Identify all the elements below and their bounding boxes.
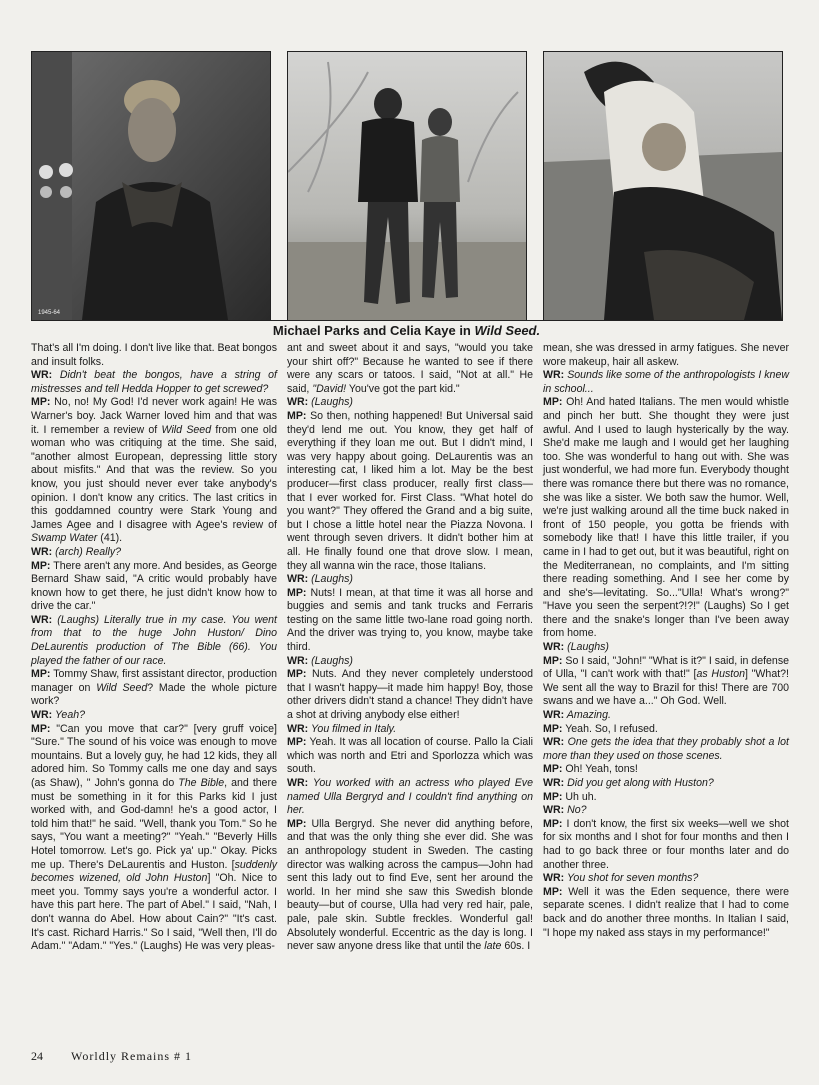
caption-film-title: Wild Seed.: [474, 323, 541, 338]
speaker-label: WR:: [31, 369, 53, 382]
article-column-3: [543, 342, 789, 940]
answer-text: Ulla Bergryd. She never did anything before, and that was the only thing she ever did. She was an anthropology student in Sweden. The casting director was walking across the campus—John had sent this lady out to find Eve, sent her around the world. In her mind she saw this Swedish blonde beauty—but of course, Ulla had very red hair, pale, pale, pale skin. Subtle freckles. Wonderful gal! Absolutely wonderful. Eccentric as the day is long. I never saw anyone dress like that until the: [287, 817, 533, 953]
speaker-label: MP:: [543, 654, 563, 667]
answer-text: Tommy Shaw, first assistant director, production manager on: [31, 668, 277, 694]
interview-answer: [543, 655, 789, 709]
answer-text: No, no! My God! I'd never work again! He was Warner's boy. Jack Warner loved him and that was it. I remember a review of: [31, 396, 277, 436]
italic-text: as Huston: [696, 668, 745, 681]
answer-text: 60s. I: [501, 940, 531, 953]
interview-answer: [287, 736, 533, 777]
interview-answer: [31, 396, 277, 546]
italic-text: Wild Seed: [96, 681, 148, 694]
question-text: (Laughs): [311, 654, 353, 667]
interview-answer: [31, 342, 277, 369]
interview-answer: [31, 560, 277, 614]
question-text: You shot for seven months?: [566, 872, 699, 885]
question-text: (arch) Really?: [55, 545, 122, 558]
interview-answer: [543, 791, 789, 805]
interviewer-question: [31, 709, 277, 723]
question-text: Did you get along with Huston?: [567, 777, 714, 789]
speaker-label: WR:: [287, 573, 309, 586]
interviewer-question: [31, 546, 277, 560]
answer-text: , and there must be something in it for this Parks kid I just worked with, and God-damn! he's a good actor, I told him that!" he said. "Well, thank you Tom." So he says, "You want a meeting?" "Yeah." "Beverly Hills Hotel tomorrow. Let's go. Pick ya' up." Okay. Picks me up. There's DeLaurentis and Huston. [: [31, 777, 277, 871]
question-text: (Laughs): [311, 396, 353, 409]
speaker-label: MP:: [31, 722, 51, 735]
speaker-label: WR:: [31, 613, 53, 626]
interviewer-question: [287, 396, 533, 410]
answer-text: (41).: [97, 532, 123, 545]
photo-stamp: 1945-64: [38, 310, 61, 316]
speaker-label: MP:: [287, 668, 307, 681]
question-text: No?: [567, 804, 587, 817]
interviewer-question: [31, 614, 277, 668]
answer-text: So then, nothing happened! But Universal said they'd lend me out. You know, they get half of everything if they loan me out. But I didn't mind, I was very happy about going. DeLaurentis was an interesting cat, I liked him a lot. May be the best producer—first class producer, really first class—that I ever worked for. First Class. "What hotel do you want?" They offered the Grand and a big suite, but I chose a little hotel near the Piazza Novona. I went through seven drivers. It didn't bother him at all. He finally found one that drove slow. I mean, they all wanna win the race, those Italians.: [287, 409, 533, 572]
question-text: One gets the idea that they probably shot a lot more than they used on those scenes.: [543, 736, 789, 762]
question-text: (Laughs): [311, 573, 353, 586]
question-text: You filmed in Italy.: [310, 722, 397, 735]
answer-text: Oh! And hated Italians. The men would whistle and pinch her butt. She thought they were just awful. And I used to laugh hysterically by the way. She'd make me laugh and I would get her laughing too. She was wonderful to hang out with. She was just wonderful, we had more fun. Everybody thought there was romance there but there was no romance, she was like a sister. We both saw the humor. Well, we're just walking around all the time buck naked in front of 150 people, you gotta be friends with somebody like that! I have this little trailer, if you came in I had to get out, but it was beautiful, right on the Mediterranean, no complaints, and I'm sitting there reading something. And I see her come by and she's—levitating. So..."Ulla! What's wrong?" "Have you seen the serpent?!?!" (Laughs) So I get there and the snake's longer than I've been away from home.: [543, 396, 789, 640]
interviewer-question: [543, 777, 789, 791]
interview-answer: [287, 668, 533, 722]
speaker-label: MP:: [31, 396, 51, 409]
interview-answer: [543, 763, 789, 777]
answer-text: Oh! Yeah, tons!: [565, 763, 638, 776]
speaker-label: MP:: [543, 722, 563, 735]
article-column-2: [287, 342, 533, 954]
answer-text: There aren't any more. And besides, as George Bernard Shaw said, "A critic would probably have known how to get there, he just didn't know how to drive the car.": [31, 559, 277, 613]
question-text: Amazing.: [566, 709, 611, 722]
speaker-label: MP:: [543, 817, 563, 830]
speaker-label: WR:: [31, 709, 53, 722]
speaker-label: MP:: [543, 885, 563, 898]
speaker-label: MP:: [287, 817, 307, 830]
speaker-label: WR:: [287, 722, 309, 735]
page-number: 24: [31, 1049, 43, 1063]
answer-text: ] "What?! We sent all the way to Brazil for this! There are 700 swans and we have a..." Oh God. Well.: [543, 668, 789, 708]
question-text: You worked with an actress who played Eve named Ulla Bergryd and I couldn't find anything on her.: [287, 777, 533, 817]
speaker-label: WR:: [31, 545, 53, 558]
answer-text: I don't know, the first six weeks—well we shot for six months and I shot for four months and then I had to go back three or four months later and do another three.: [543, 817, 789, 871]
question-text: (Laughs) Literally true in my case. You went from that to the huge John Huston/ Dino DeLaurentis production of The Bible (66). You played the father of our race.: [31, 613, 277, 667]
speaker-label: MP:: [287, 586, 307, 599]
page-footer: [31, 1049, 192, 1064]
interview-answer: [31, 668, 277, 709]
answer-text: You've got the part kid.": [346, 382, 460, 395]
italic-text: "David!: [312, 382, 347, 395]
answer-text: ? Made the whole picture work?: [31, 681, 277, 708]
question-text: Yeah?: [54, 709, 86, 722]
interview-answer: [543, 818, 789, 872]
answer-text: So I said, "John!" "What is it?" I said, in defense of Ulla, "I can't work with that!" [: [543, 654, 790, 681]
speaker-label: WR:: [287, 396, 309, 409]
interviewer-question: [543, 736, 789, 763]
interviewer-question: [287, 723, 533, 737]
article-column-1: [31, 342, 277, 954]
answer-text: mean, she was dressed in army fatigues. She never wore makeup, hair all askew.: [543, 342, 789, 368]
speaker-label: WR:: [543, 736, 565, 749]
italic-text: The Bible: [178, 777, 225, 789]
speaker-label: WR:: [543, 641, 565, 654]
speaker-label: WR:: [287, 654, 309, 667]
interviewer-question: [543, 872, 789, 886]
magazine-name: Worldly Remains # 1: [71, 1049, 193, 1063]
answer-text: Yeah. It was all location of course. Pallo la Ciali which was north and Etri and Sporlozza which was south.: [287, 736, 533, 776]
interview-answer: [543, 886, 789, 940]
speaker-label: WR:: [543, 804, 565, 817]
italic-text: Wild Seed: [161, 423, 212, 436]
interview-answer: [287, 587, 533, 655]
interview-answer: [31, 723, 277, 954]
photo-embrace-outdoors: [543, 51, 783, 321]
answer-text: Uh uh.: [565, 790, 597, 803]
answer-text: ] "Oh. Nice to meet you. Tommy says you're a wonderful actor. I have this part here. The part of Abel." I said, "Nah, I don't wanna do Abel. How about Cain?" "It's cast. It's cast. Richard Harris." So I said, "Well then, I'll do Adam." "Adam." "Yes." (Laughs) He was very pleas-: [31, 872, 277, 953]
italic-text: Swamp Water: [31, 532, 98, 545]
speaker-label: MP:: [543, 763, 563, 776]
question-text: (Laughs): [567, 641, 609, 654]
interviewer-question: [287, 777, 533, 818]
interview-answer: [543, 723, 789, 737]
speaker-label: MP:: [543, 396, 563, 409]
answer-text: Yeah. So, I refused.: [565, 722, 658, 735]
speaker-label: MP:: [287, 409, 307, 422]
photo-couple-walking-field: [287, 51, 527, 321]
speaker-label: MP:: [543, 790, 563, 803]
question-text: Sounds like some of the anthropologists I knew in school...: [543, 369, 789, 395]
speaker-label: WR:: [543, 709, 565, 722]
speaker-label: MP:: [31, 559, 51, 572]
interview-answer: [287, 342, 533, 396]
interviewer-question: [543, 804, 789, 818]
italic-text: late: [484, 940, 502, 953]
question-text: Didn't beat the bongos, have a string of mistresses and tell Hedda Hopper to get screwed?: [31, 369, 277, 395]
speaker-label: WR:: [543, 369, 565, 382]
photo-caption: [31, 320, 782, 339]
speaker-label: WR:: [287, 777, 309, 789]
speaker-label: MP:: [31, 668, 51, 681]
speaker-label: WR:: [543, 777, 565, 789]
interview-answer: [543, 396, 789, 641]
interview-answer: [543, 342, 789, 369]
answer-text: ant and sweet about it and says, "would you take your shirt off?" Because he wanted to see if there were any scars or tatoos. I said, "Not at all." He said,: [287, 342, 533, 395]
answer-text: from one old woman who was critiquing at the time. She said, "another almost European, depressing little story about misfits." And that was the review. So you know, you just should never ever take anybody's opinion. I don't know any critics. The last critics in this goddamned country were Stark Young and James Agee and I disagree with Agee's review of: [31, 423, 277, 531]
interviewer-question: [287, 655, 533, 669]
answer-text: Well it was the Eden sequence, there were separate scenes. I didn't realize that I had to come back and do another three months. In Italian I said, "I hope my naked ass stays in my performance!": [543, 885, 789, 939]
speaker-label: WR:: [543, 872, 565, 885]
caption-prefix: Michael Parks and Celia Kaye in: [272, 323, 475, 338]
interviewer-question: [31, 369, 277, 396]
italic-text: suddenly becomes wizened, old John Huston: [31, 858, 277, 885]
speaker-label: MP:: [287, 736, 307, 749]
answer-text: Nuts. And they never completely understood that I wasn't happy—it made him happy! Boy, those other drivers didn't stand a chance! They didn't have a shot at driving anybody else either!: [287, 668, 533, 722]
interviewer-question: [543, 709, 789, 723]
photo-michael-parks-jacket: [31, 51, 271, 321]
interviewer-question: [543, 641, 789, 655]
interview-answer: [287, 410, 533, 573]
answer-text: "Can you move that car?" [very gruff voice] "Sure." The sound of his voice was enough to move mountains. But a lovely guy, he had 12 kids, they all adored him. So Tommy calls me one day and says (as Shaw), " John's gonna do: [31, 722, 277, 789]
interviewer-question: [543, 369, 789, 396]
answer-text: Nuts! I mean, at that time it was all horse and buggies and semis and tank trucks and Ferraris testing on the same little two-lane road going north. And the driver was trying to, you know, maybe take third.: [287, 586, 533, 654]
interview-answer: [287, 818, 533, 954]
interviewer-question: [287, 573, 533, 587]
answer-text: That's all I'm doing. I don't live like that. Beat bongos and insult folks.: [31, 342, 277, 368]
